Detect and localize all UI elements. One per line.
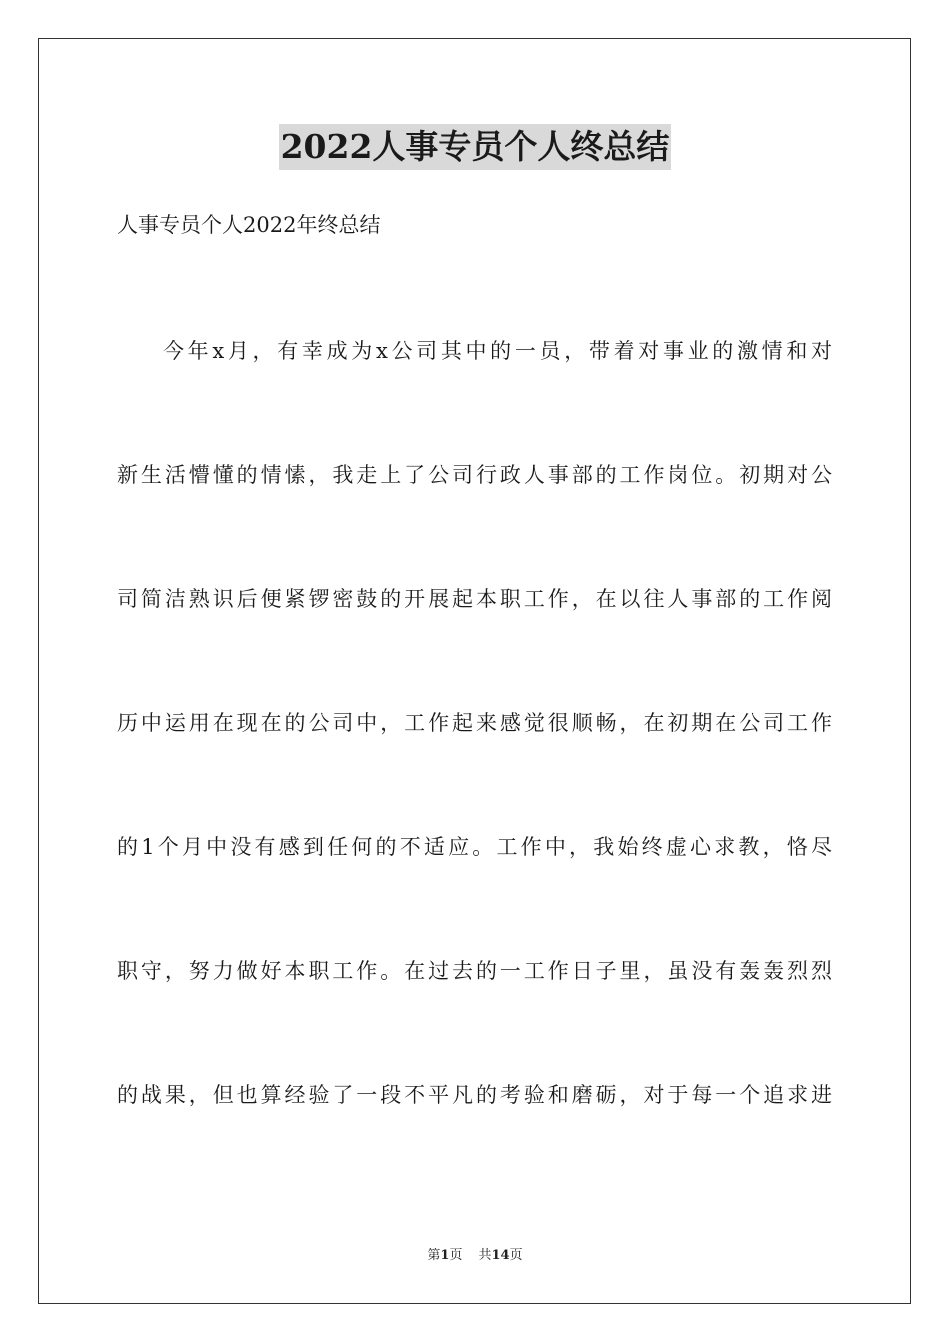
body-line-4: 历中运用在现在的公司中，工作起来感觉很顺畅，在初期在公司工作 [117,711,832,735]
body-line-1: 今年x月，有幸成为x公司其中的一员，带着对事业的激情和对 [163,339,832,363]
page-number: 1 [440,1248,450,1263]
page-prefix: 第 [427,1248,441,1263]
page-footer [0,1247,950,1265]
total-suffix: 页 [509,1248,523,1263]
body-line-7: 的战果，但也算经验了一段不平凡的考验和磨砺，对于每一个追求进 [117,1083,832,1107]
total-prefix: 共 [478,1248,492,1263]
body-line-3: 司简洁熟识后便紧锣密鼓的开展起本职工作，在以往人事部的工作阅 [117,587,832,611]
page-suffix: 页 [449,1248,463,1263]
title-container [0,124,950,170]
document-title: 2022人事专员个人终总结 [279,124,672,170]
body-line-5: 的1个月中没有感到任何的不适应。工作中，我始终虚心求教，恪尽 [117,835,832,859]
document-subtitle: 人事专员个人2022年终总结 [117,213,381,237]
body-line-2: 新生活懵懂的情愫，我走上了公司行政人事部的工作岗位。初期对公 [117,463,832,487]
total-pages: 14 [491,1248,510,1263]
body-line-6: 职守，努力做好本职工作。在过去的一工作日子里，虽没有轰轰烈烈 [117,959,832,983]
